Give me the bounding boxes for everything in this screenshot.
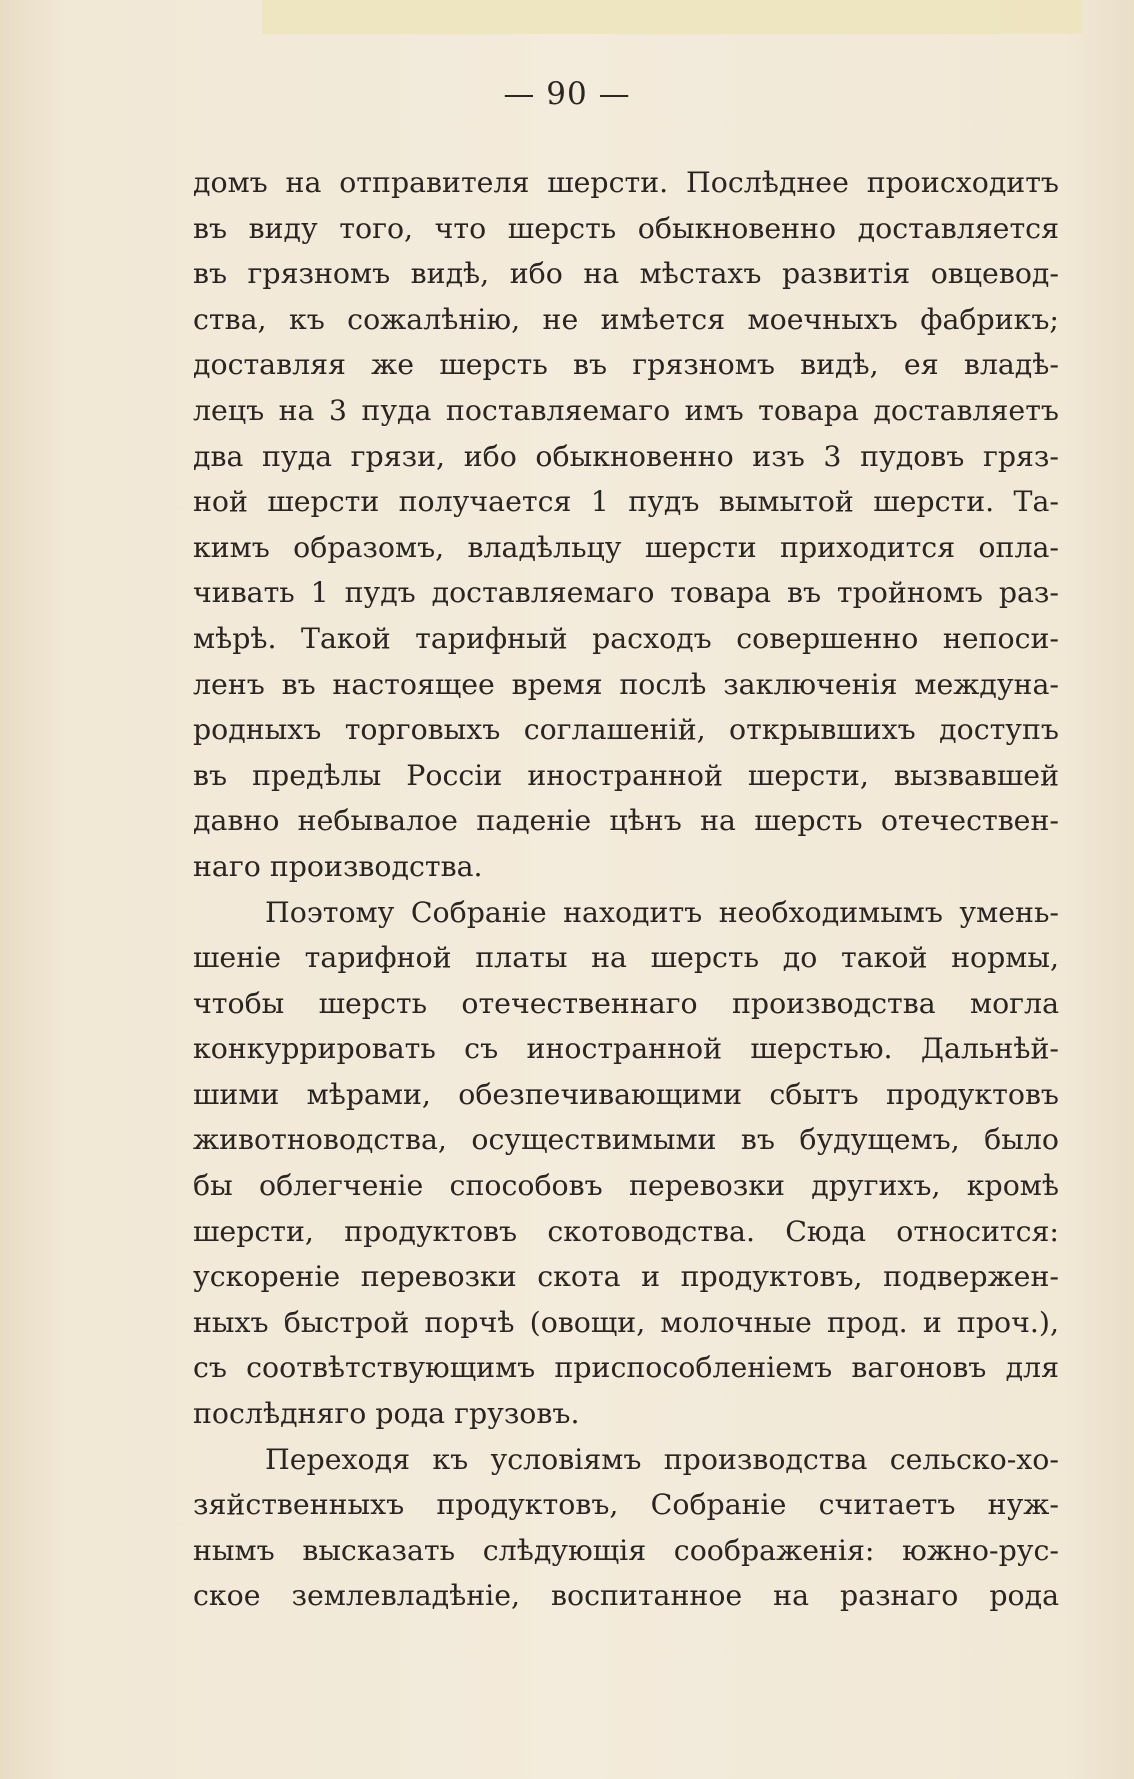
text-line: нымъ высказать слѣдующія соображенія: южно-рус- — [193, 1533, 1059, 1567]
text-line: доставляя же шерсть въ грязномъ видѣ, ея владѣ- — [193, 348, 1059, 382]
text-line: шими мѣрами, обезпечивающими сбытъ продуктовъ — [193, 1077, 1059, 1111]
text-line: послѣдняго рода грузовъ. — [193, 1397, 580, 1431]
text-line: зяйственныхъ продуктовъ, Собраніе считаетъ нуж- — [193, 1488, 1059, 1522]
text-line: лецъ на 3 пуда поставляемаго имъ товара доставляетъ — [193, 393, 1059, 427]
text-line: чивать 1 пудъ доставляемаго товара въ тройномъ раз- — [193, 576, 1059, 610]
text-line: ленъ въ настоящее время послѣ заключенія междуна- — [193, 667, 1059, 701]
text-line: давно небывалое паденіе цѣнъ на шерсть отечествен- — [193, 804, 1059, 838]
text-line: ства, къ сожалѣнію, не имѣется моечныхъ фабрикъ; — [193, 302, 1059, 336]
body-text — [193, 160, 1059, 1619]
text-line: животноводства, осуществимыми въ будущемъ, было — [193, 1123, 1059, 1157]
text-line: съ соотвѣтствующимъ приспособленіемъ вагоновъ для — [193, 1351, 1059, 1385]
text-line: въ виду того, что шерсть обыкновенно доставляется — [193, 211, 1059, 245]
text-line: наго производства. — [193, 849, 483, 883]
text-line: ной шерсти получается 1 пудъ вымытой шерсти. Та- — [193, 485, 1059, 519]
text-line: чтобы шерсть отечественнаго производства могла — [193, 986, 1059, 1020]
text-line: въ грязномъ видѣ, ибо на мѣстахъ развитія овцевод- — [193, 257, 1059, 291]
text-line: шерсти, продуктовъ скотоводства. Сюда относится: — [193, 1214, 1059, 1248]
text-line: бы облегченіе способовъ перевозки другихъ, кромѣ — [193, 1169, 1059, 1203]
tape-strip — [262, 0, 1082, 34]
text-line: родныхъ торговыхъ соглашеній, открывшихъ доступъ — [193, 713, 1059, 747]
text-line: ускореніе перевозки скота и продуктовъ, подвержен- — [193, 1260, 1059, 1294]
page-number: — 90 — — [503, 76, 631, 112]
text-line: мѣрѣ. Такой тарифный расходъ совершенно непоси- — [193, 621, 1059, 655]
text-line: Поэтому Собраніе находитъ необходимымъ умень- — [265, 895, 1059, 929]
text-line: въ предѣлы Россіи иностранной шерсти, вызвавшей — [193, 758, 1059, 792]
text-line: Переходя къ условіямъ производства сельско-хо- — [265, 1442, 1059, 1476]
text-line: ское землевладѣніе, воспитанное на разнаго рода — [193, 1579, 1059, 1613]
text-line: домъ на отправителя шерсти. Послѣднее происходитъ — [193, 166, 1059, 199]
text-line: два пуда грязи, ибо обыкновенно изъ 3 пудовъ гряз- — [193, 439, 1059, 473]
text-line: конкуррировать съ иностранной шерстью. Дальнѣй- — [193, 1032, 1059, 1066]
text-line: ныхъ быстрой порчѣ (овощи, молочные прод. и проч.), — [193, 1305, 1059, 1339]
text-line: шеніе тарифной платы на шерсть до такой нормы, — [193, 941, 1059, 975]
text-line: кимъ образомъ, владѣльцу шерсти приходится опла- — [193, 530, 1059, 564]
